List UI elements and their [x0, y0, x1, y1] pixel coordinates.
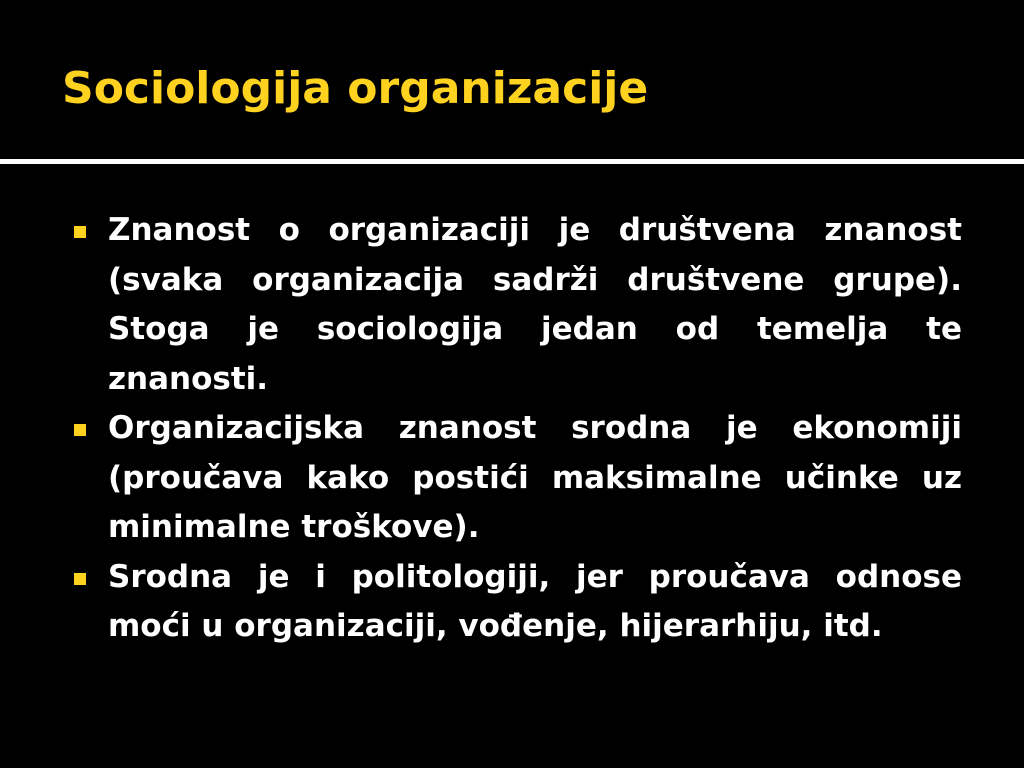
bullet-text: Srodna je i politologiji, jer proučava odnose moći u organizaciji, vođenje, hijerarhiju, itd. [108, 558, 962, 644]
slide-title: Sociologija organizacije [62, 63, 649, 114]
square-bullet-icon [74, 226, 86, 238]
square-bullet-icon [74, 573, 86, 585]
bullet-text: Znanost o organizaciji je društvena znanost (svaka organizacija sadrži društvene grupe). Stoga je sociologija jedan od temelja te znanosti. [108, 212, 962, 397]
bullet-text: Organizacijska znanost srodna je ekonomiji (proučava kako postići maksimalne učinke uz minimalne troškove). [108, 410, 962, 545]
square-bullet-icon [74, 424, 86, 436]
bullet-item [72, 206, 962, 404]
title-divider [0, 159, 1024, 164]
bullet-item [72, 404, 962, 553]
bullet-list [72, 206, 962, 652]
bullet-item [72, 553, 962, 652]
